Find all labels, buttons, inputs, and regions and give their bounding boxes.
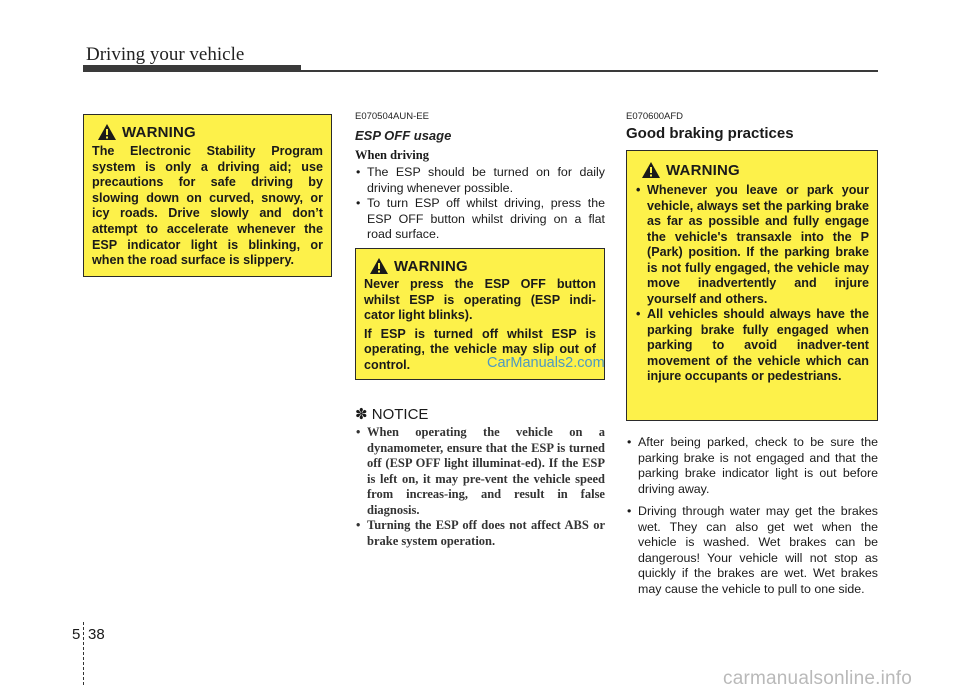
footer-divider	[83, 622, 85, 685]
warning-heading	[641, 161, 869, 179]
list-item: • The ESP should be turned on for daily driving whenever possible.	[355, 165, 605, 196]
warning-triangle-icon	[369, 257, 389, 275]
section-code: E070504AUN-EE	[355, 111, 429, 122]
list-item: • To turn ESP off whilst driving, press the ESP OFF button whilst driving on a flat road surface.	[355, 196, 605, 243]
notice-list	[355, 425, 605, 549]
footer-watermark: carmanualsonline.info	[723, 668, 913, 689]
chapter-number: 5	[72, 626, 81, 643]
notice-section	[355, 405, 605, 549]
list-item: • After being parked, check to be sure the parking brake is not engaged and that the parking brake indicator light is out before driving away.	[626, 435, 878, 497]
list-item: • When operating the vehicle on a dynamometer, ensure that the ESP is turned off (ESP OFF light illuminat-ed). If the ESP is left on, it may pre-vent the vehicle speed from increas-ing, and result in false diagnosis.	[355, 425, 605, 518]
warning-text-1: Never press the ESP OFF button whilst ESP is operating (ESP indi-cator light blinks).	[364, 277, 596, 323]
warning-box-parking	[626, 150, 878, 421]
list-item: • Driving through water may get the brakes wet. They can also get wet when the vehicle is washed. Wet brakes can be dangerous! Your vehicle will not stop as quickly if the brakes are wet. Wet brakes may cause the vehicle to pull to one side.	[626, 504, 878, 597]
warning-list	[635, 183, 869, 385]
warning-label: WARNING	[666, 161, 740, 179]
warning-text-2: If ESP is turned off whilst ESP is operating, the vehicle may slip out of control.	[364, 326, 596, 372]
subheading-when-driving: When driving	[355, 148, 429, 162]
braking-section-header	[626, 111, 878, 142]
braking-practices	[626, 433, 878, 597]
section-title: Good braking practices	[626, 125, 794, 142]
list-item: • Turning the ESP off does not affect ABS or brake system operation.	[355, 518, 605, 549]
section-code: E070600AFD	[626, 111, 684, 122]
list-item: • All vehicles should always have the parking brake fully engaged when parking to avoid inadver-tent movement of the vehicle which can injure occupants or pedestrians.	[635, 307, 869, 385]
braking-list	[626, 435, 878, 597]
warning-box-esp-aid	[83, 114, 332, 277]
warning-heading	[97, 123, 323, 141]
overlay-watermark: CarManuals2.com	[487, 355, 605, 371]
warning-triangle-icon	[641, 161, 661, 179]
warning-label: WARNING	[122, 123, 196, 141]
esp-off-section	[355, 111, 605, 243]
notice-title: ✽ NOTICE	[355, 406, 429, 423]
page-number: 38	[88, 626, 105, 643]
list-item: • Whenever you leave or park your vehicle, always set the parking brake as far as possible and fully engage the vehicle's transaxle into the P (Park) position. If the parking brake is not fully engaged, the vehicle may move inadvertently and injure yourself and others.	[635, 183, 869, 307]
warning-heading	[369, 257, 596, 275]
warning-text: The Electronic Stability Program system is only a driving aid; use precautions for safe driving by slowing down on curved, snowy, or icy roads. Drive slowly and don’t attempt to accelerate whenever the ESP indicator light is blinking, or when the road surface is slippery.	[92, 144, 323, 268]
page-header-title: Driving your vehicle	[86, 44, 245, 65]
section-title: ESP OFF usage	[355, 128, 452, 143]
warning-triangle-icon	[97, 123, 117, 141]
esp-off-list	[355, 165, 605, 243]
warning-label: WARNING	[394, 257, 468, 275]
header-rule	[83, 70, 878, 72]
